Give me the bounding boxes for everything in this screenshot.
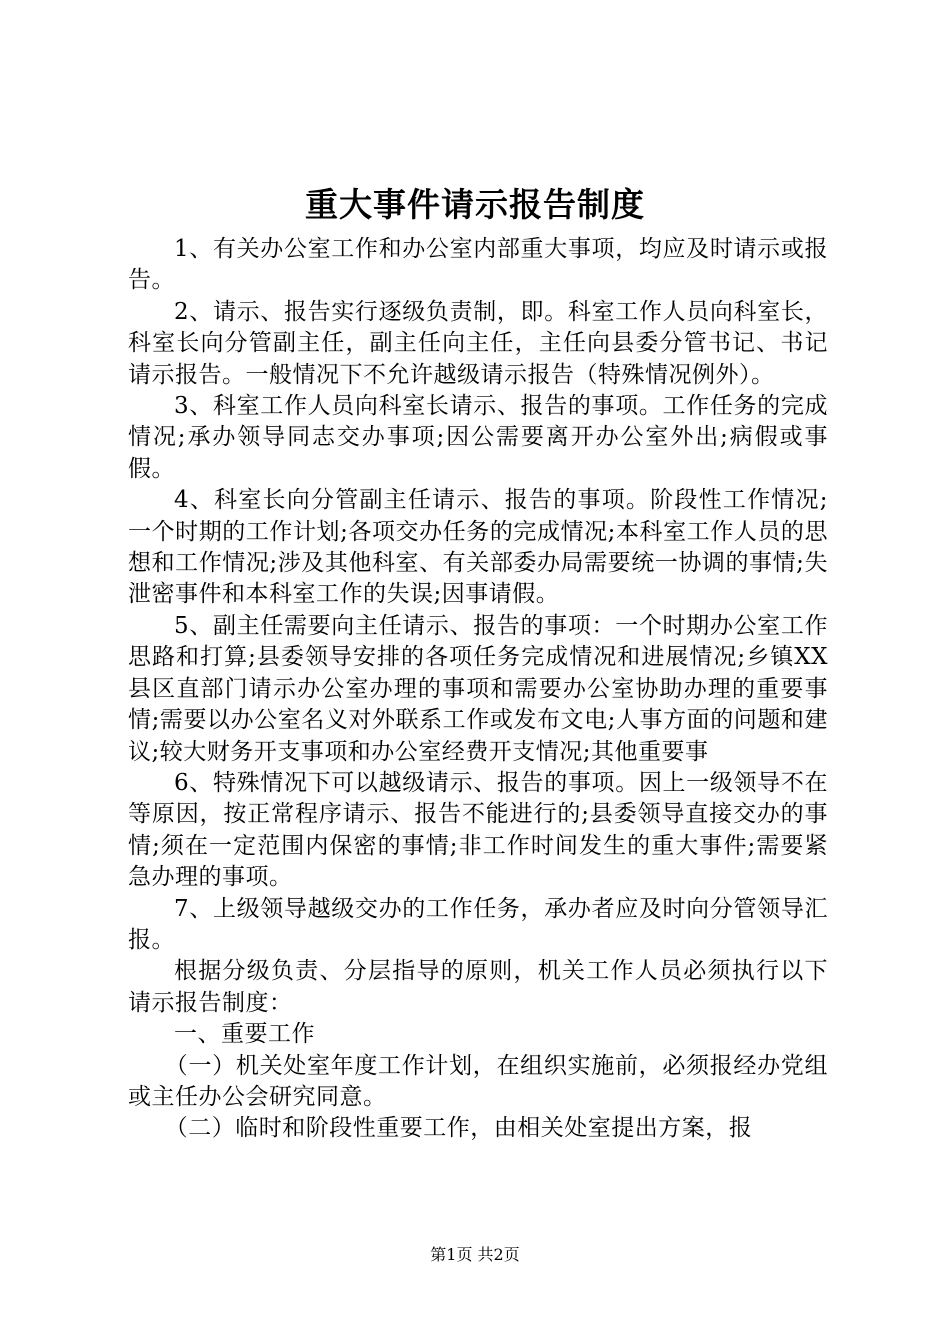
paragraph-item-1: （一）机关处室年度工作计划，在组织实施前，必须报经办党组或主任办公会研究同意。 — [128, 1052, 828, 1110]
paragraph-3: 3、科室工作人员向科室长请示、报告的事项。工作任务的完成情况;承办领导同志交办事项;因公需要离开办公室外出;病假或事假。 — [128, 393, 828, 482]
paragraph-7: 7、上级领导越级交办的工作任务，承办者应及时向分管领导汇报。 — [128, 895, 828, 953]
document-body — [128, 234, 828, 1145]
paragraph-4: 4、科室长向分管副主任请示、报告的事项。阶段性工作情况;一个时期的工作计划;各项交办任务的完成情况;本科室工作人员的思想和工作情况;涉及其他科室、有关部委办局需要统一协调的事情;失泄密事件和本科室工作的失误;因事请假。 — [128, 487, 828, 608]
page-number-footer: 第1页 共2页 — [430, 1245, 520, 1264]
paragraph-principle: 根据分级负责、分层指导的原则，机关工作人员必须执行以下请示报告制度： — [128, 958, 828, 1016]
paragraph-item-2: （二）临时和阶段性重要工作，由相关处室提出方案，报 — [164, 1115, 753, 1142]
section-heading-important-work: 一、重要工作 — [174, 1021, 315, 1048]
document-title: 重大事件请示报告制度 — [305, 185, 645, 224]
paragraph-6: 6、特殊情况下可以越级请示、报告的事项。因上一级领导不在等原因，按正常程序请示、报告不能进行的;县委领导直接交办的事情;须在一定范围内保密的事情;非工作时间发生的重大事件;需要紧急办理的事项。 — [128, 769, 828, 891]
paragraph-2: 2、请示、报告实行逐级负责制，即。科室工作人员向科室长，科室长向分管副主任，副主任向主任，主任向县委分管书记、书记请示报告。一般情况下不允许越级请示报告（特殊情况例外）。 — [128, 298, 828, 388]
paragraph-5: 5、副主任需要向主任请示、报告的事项：一个时期办公室工作思路和打算;县委领导安排的各项任务完成情况和进展情况;乡镇XX县区直部门请示办公室办理的事项和需要办公室协助办理的重要事情;需要以办公室名义对外联系工作或发布文电;人事方面的问题和建议;较大财务开支事项和办公室经费开支情况;其他重要事 — [128, 612, 828, 765]
paragraph-1: 1、有关办公室工作和办公室内部重大事项，均应及时请示或报告。 — [128, 236, 828, 294]
